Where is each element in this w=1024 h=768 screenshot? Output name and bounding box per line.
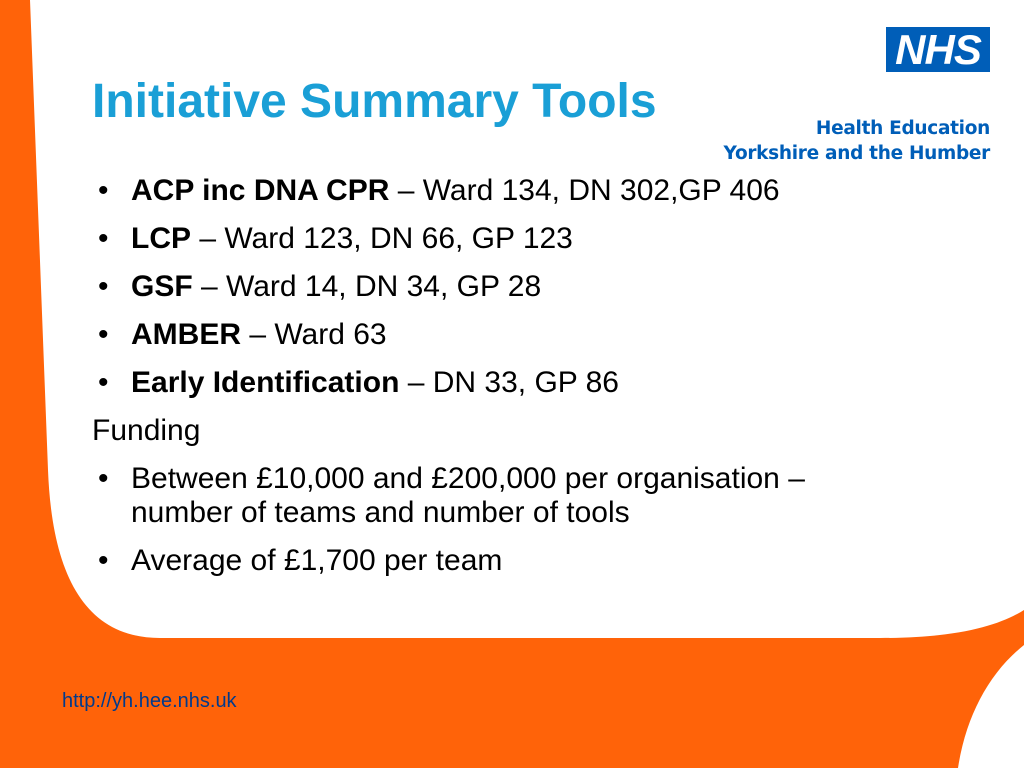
- tool-name: ACP inc DNA CPR: [131, 174, 390, 207]
- tool-name: LCP: [131, 222, 191, 255]
- funding-text: Average of £1,700 per team: [131, 544, 503, 577]
- bullet-icon: •: [98, 174, 109, 207]
- tool-detail: – Ward 134, DN 302,GP 406: [389, 174, 780, 207]
- nhs-logo: NHS: [886, 27, 990, 72]
- bullet-icon: •: [98, 222, 109, 255]
- list-item: [92, 462, 982, 530]
- bullet-icon: •: [98, 544, 109, 577]
- org-name-line1: Health Education: [815, 118, 990, 139]
- footer-url-link[interactable]: http://yh.hee.nhs.uk: [62, 690, 237, 712]
- tool-detail: – Ward 123, DN 66, GP 123: [191, 222, 573, 255]
- bullet-icon: •: [98, 270, 109, 303]
- list-item: [92, 544, 982, 578]
- bullet-icon: •: [98, 462, 109, 495]
- funding-text-line1: Between £10,000 and £200,000 per organisation –: [131, 462, 805, 495]
- white-corner-swoosh: [958, 645, 1024, 768]
- list-item: [92, 174, 982, 208]
- tool-detail: – Ward 63: [241, 318, 387, 351]
- organisation-name: [724, 116, 990, 166]
- list-item: [92, 318, 982, 352]
- tool-name: AMBER: [131, 318, 241, 351]
- funding-text-line2: number of teams and number of tools: [131, 496, 630, 529]
- list-item: [92, 270, 982, 304]
- bullet-icon: •: [98, 318, 109, 351]
- tool-name: GSF: [131, 270, 193, 303]
- tool-name: Early Identification: [131, 366, 400, 399]
- funding-heading: Funding: [92, 414, 201, 447]
- list-item: [92, 222, 982, 256]
- tool-detail: – DN 33, GP 86: [399, 366, 619, 399]
- list-item: [92, 366, 982, 400]
- slide-title: Initiative Summary Tools: [92, 75, 657, 128]
- slide-content: [92, 174, 982, 592]
- bullet-icon: •: [98, 366, 109, 399]
- tool-detail: – Ward 14, DN 34, GP 28: [192, 270, 542, 303]
- org-name-line2: Yorkshire and the Humber: [723, 143, 990, 164]
